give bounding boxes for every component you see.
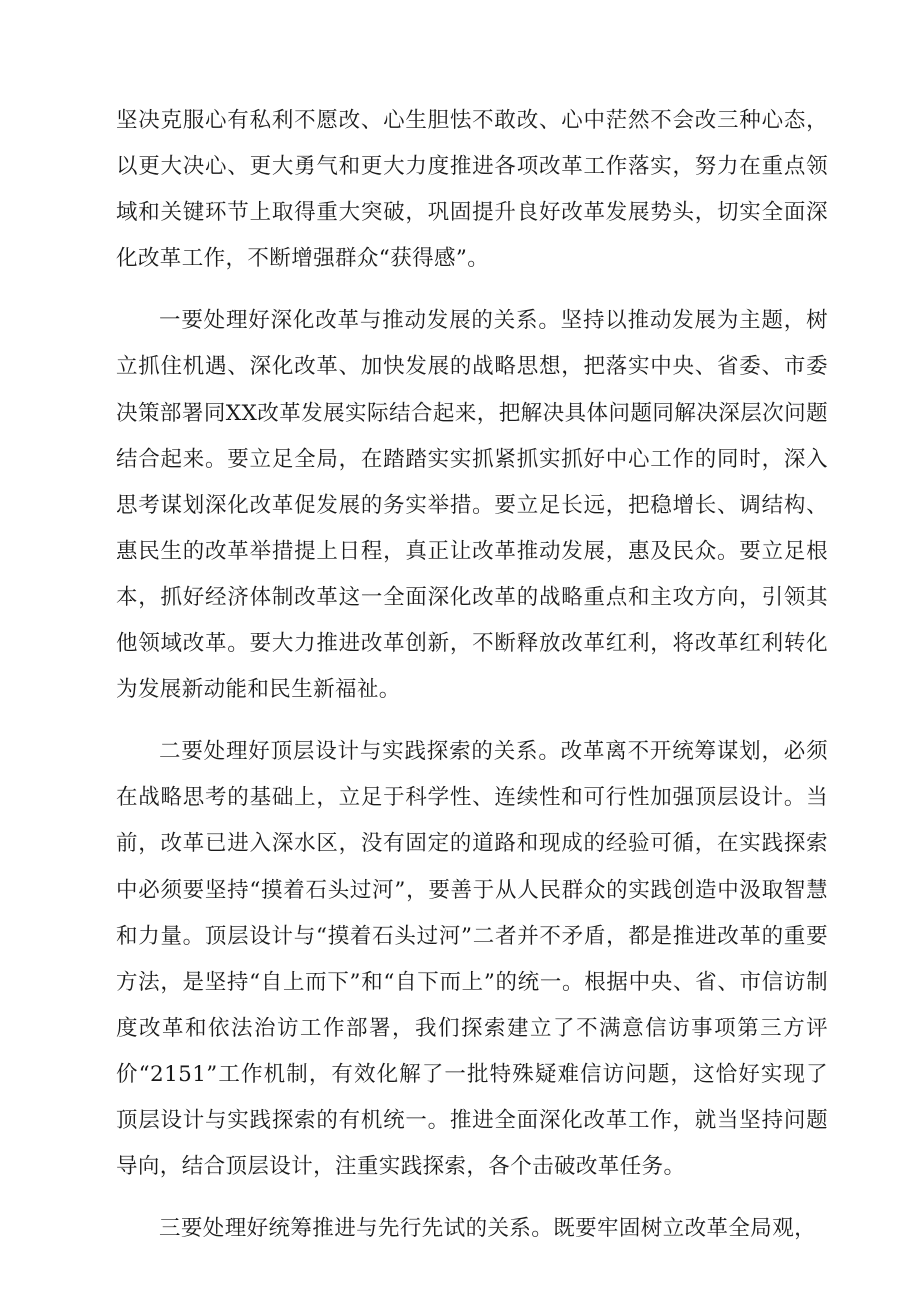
document-body bbox=[116, 98, 828, 1252]
paragraph-top-level-design: 二要处理好顶层设计与实践探索的关系。改革离不开统筹谋划，必须在战略思考的基础上，立足于科学性、连续性和可行性加强顶层设计。当前，改革已进入深水区，没有固定的道路和现成的经验可循，在实践探索中必须要坚持“摸着石头过河”，要善于从人民群众的实践创造中汲取智慧和力量。顶层设计与“摸着石头过河”二者并不矛盾，都是推进改革的重要方法，是坚持“自上而下”和“自下而上”的统一。根据中央、省、市信访制度改革和依法治访工作部署，我们探索建立了不满意信访事项第三方评价“2151”工作机制，有效化解了一批特殊疑难信访问题，这恰好实现了顶层设计与实践探索的有机统一。推进全面深化改革工作，就当坚持问题导向，结合顶层设计，注重实践探索，各个击破改革任务。 bbox=[116, 739, 828, 1180]
paragraph-coordinated-advancement: 三要处理好统筹推进与先行先试的关系。既要牢固树立改革全局观， bbox=[159, 1216, 817, 1242]
paragraph-continuation: 坚决克服心有私利不愿改、心生胆怯不敢改、心中茫然不会改三种心态，以更大决心、更大勇气和更大力度推进各项改革工作落实，努力在重点领域和关键环节上取得重大突破，巩固提升良好改革发展势头，切实全面深化改革工作，不断增强群众“获得感”。 bbox=[116, 108, 828, 272]
paragraph-reform-and-development: 一要处理好深化改革与推动发展的关系。坚持以推动发展为主题，树立抓住机遇、深化改革、加快发展的战略思想，把落实中央、省委、市委决策部署同XX改革发展实际结合起来，把解决具体问题同解决深层次问题结合起来。要立足全局，在踏踏实实抓紧抓实抓好中心工作的同时，深入思考谋划深化改革促发展的务实举措。要立足长远，把稳增长、调结构、惠民生的改革举措提上日程，真正让改革推动发展，惠及民众。要立足根本，抓好经济体制改革这一全面深化改革的战略重点和主攻方向，引领其他领域改革。要大力推进改革创新，不断释放改革红利，将改革红利转化为发展新动能和民生新福祉。 bbox=[116, 308, 828, 703]
